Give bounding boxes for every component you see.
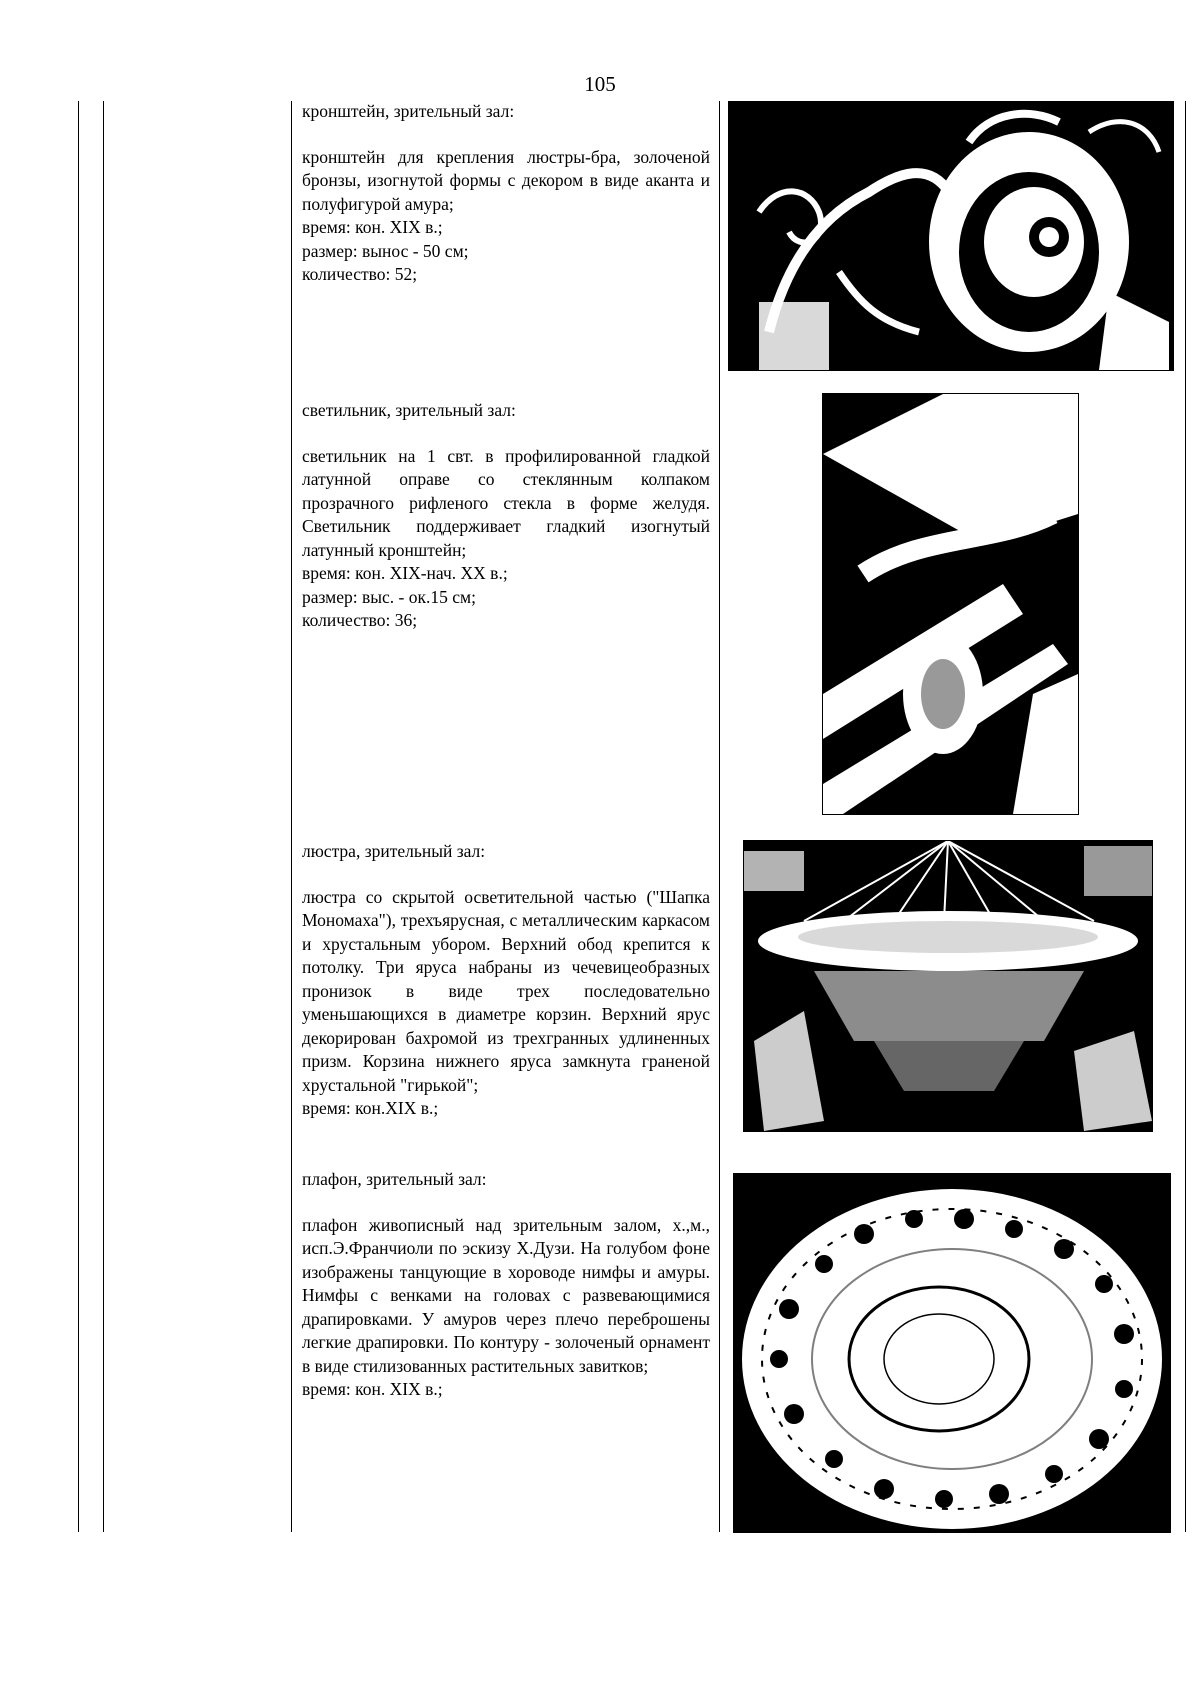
entry-size: размер: вынос - 50 см; <box>302 240 469 261</box>
lamp-photo <box>822 393 1079 815</box>
entry-quantity: количество: 36; <box>302 610 418 630</box>
table-column-divider <box>719 101 720 1532</box>
entry-heading: плафон, зрительный зал: <box>302 1169 487 1189</box>
entry-quantity: количество: 52; <box>302 264 418 284</box>
entry-time: время: кон. XIX в.; <box>302 1379 443 1399</box>
entry-heading: светильник, зрительный зал: <box>302 400 516 420</box>
entry-description: светильник на 1 свт. в профилированной гладкой латунной оправе со стеклянным колпаком прозрачного рифленого стекла в форме желудя. Светильник поддерживает гладкий изогнутый латунный кронштейн; <box>302 445 710 560</box>
entry-description: люстра со скрытой осветительной частью ("Шапка Мономаха"), трехъярусная, с металлическим каркасом и хрустальным убором. Верхний обод крепится к потолку. Три яруса набраны из чечевицеобразных пронизок в виде трех последовательно уменьшающихся в диаметре корзин. Верхний ярус декорирован бахромой из трехгранных удлиненных призм. Корзина нижнего яруса замкнута граненой хрустальной "гирькой"; <box>302 886 710 1095</box>
table-border-right <box>1185 101 1186 1532</box>
catalog-entry-bracket <box>302 100 710 287</box>
entry-time: время: кон. XIX в.; <box>302 217 443 237</box>
table-border-left <box>78 101 79 1532</box>
entry-heading: кронштейн, зрительный зал: <box>302 101 515 121</box>
entry-description: плафон живописный над зрительным залом, х.,м., исп.Э.Франчиоли по эскизу Х.Дузи. На голубом фоне изображены танцующие в хороводе нимфы и амуры. Нимфы с венками на головах с развевающимися драпировками. У амуров через плечо переброшены легкие драпировки. По контуру - золоченый орнамент в виде стилизованных растительных завитков; <box>302 1214 710 1376</box>
catalog-entry-lamp <box>302 399 710 633</box>
bracket-photo <box>728 101 1174 371</box>
catalog-entry-chandelier <box>302 840 710 1121</box>
page-number: 105 <box>584 72 616 96</box>
table-column-divider <box>103 101 104 1532</box>
ceiling-painting-photo <box>733 1173 1171 1533</box>
table-column-divider <box>291 101 292 1532</box>
entry-description: кронштейн для крепления люстры-бра, золоченой бронзы, изогнутой формы с декором в виде аканта и полуфигурой амура; <box>302 146 710 214</box>
catalog-entry-ceiling-painting <box>302 1168 710 1402</box>
entry-time: время: кон.XIX в.; <box>302 1098 439 1118</box>
entry-time: время: кон. XIX-нач. XX в.; <box>302 563 508 583</box>
entry-size: размер: выс. - ок.15 см; <box>302 586 476 607</box>
chandelier-photo <box>743 840 1153 1132</box>
entry-heading: люстра, зрительный зал: <box>302 841 486 861</box>
